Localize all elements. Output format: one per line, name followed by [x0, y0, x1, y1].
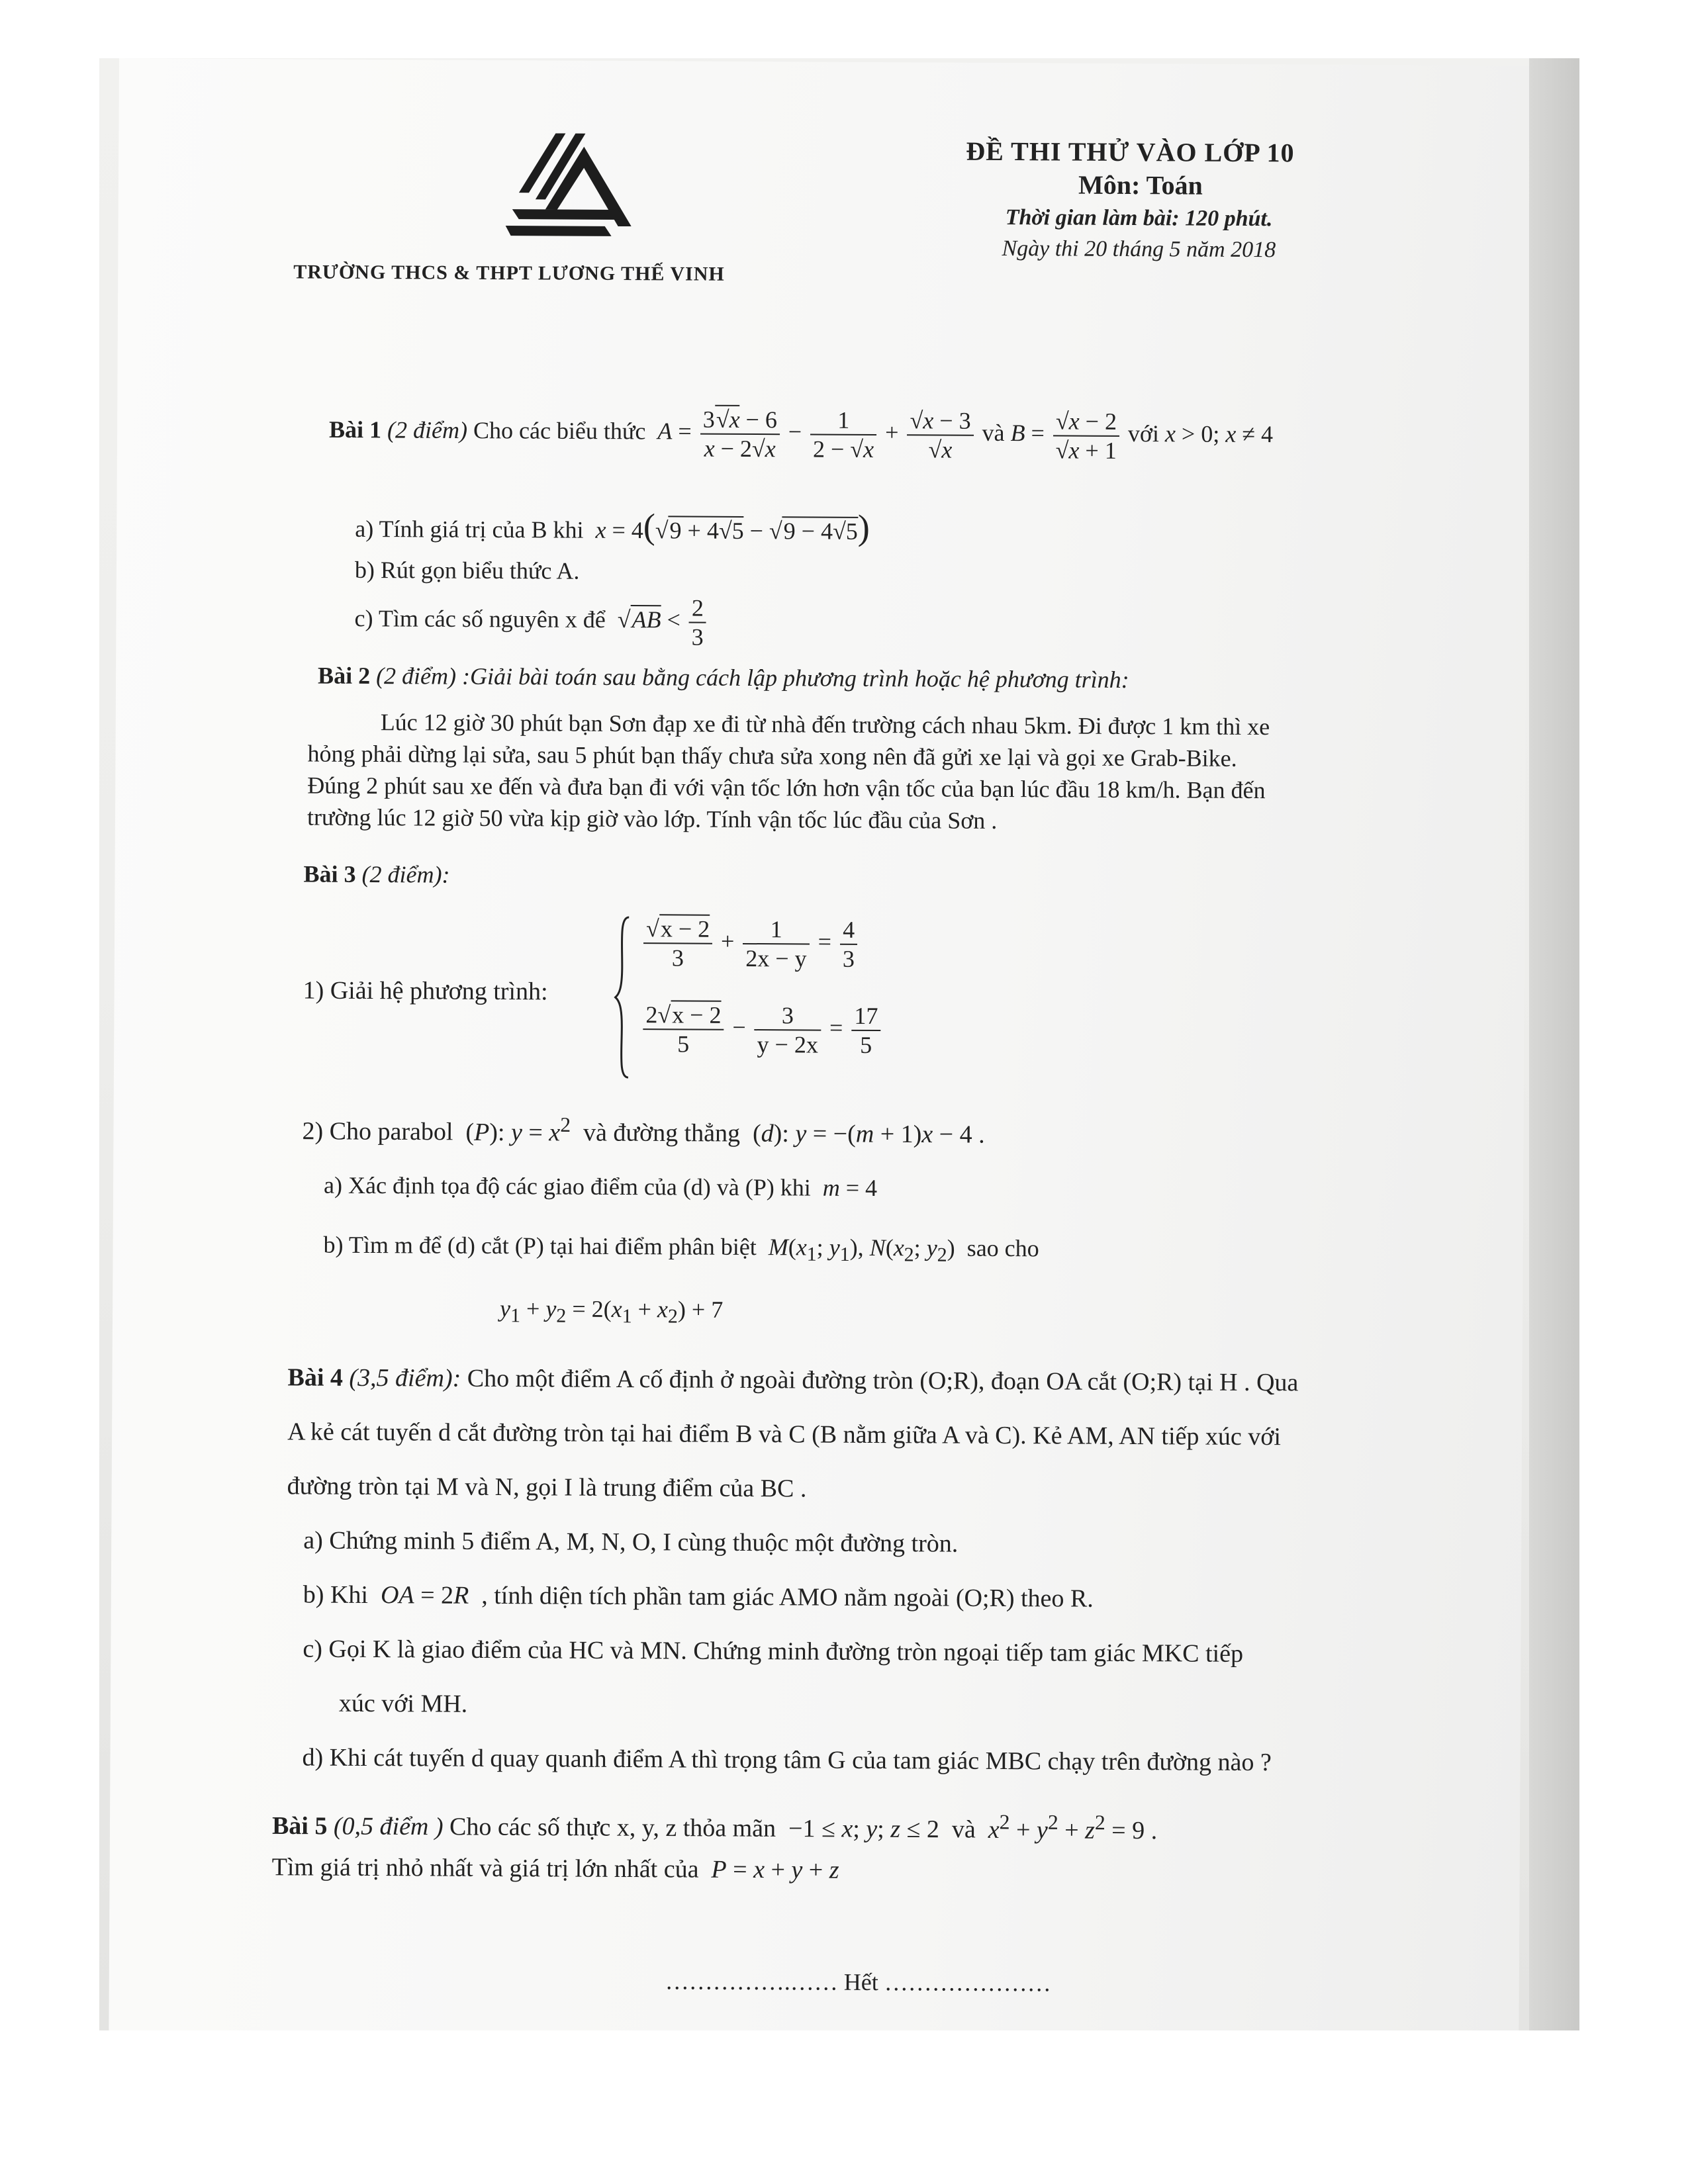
exam-title: ĐỀ THI THỬ VÀO LỚP 10: [966, 136, 1295, 168]
bai1-points: (2 điểm): [387, 416, 468, 444]
bai4-line2: A kẻ cát tuyến d cắt đường tròn tại hai điểm B và C (B nằm giữa A và C). Kẻ AM, AN tiếp xúc với: [287, 1418, 1282, 1451]
bai1-c-text: c) Tìm các số nguyên x để: [354, 605, 606, 633]
bai4-label: Bài 4: [287, 1363, 344, 1392]
bai5-line2-text: Tìm giá trị nhỏ nhất và giá trị lớn nhất của: [271, 1853, 699, 1884]
exam-subject: Môn: Toán: [1078, 169, 1203, 201]
bai3-b-condition: $y_1 + y_2 = 2(x_1 + x_2) + 7$: [500, 1295, 724, 1328]
bai1-intro-text: Cho các biểu thức: [473, 417, 646, 445]
equation-2: $\frac{2√x - 2}{5}$ − $\frac{3}{y - 2x}$ = $\frac{17}{5}$: [640, 1001, 883, 1059]
bai4-b: [303, 1580, 1094, 1613]
bai4-line1: [287, 1363, 1298, 1397]
bai3-a: [324, 1171, 877, 1202]
parabol-formula: (P): $y = x^2$: [459, 1113, 571, 1147]
bai3-b-points: $M(x_1$; $y_1$), $N(x_2$; $y_2$): [768, 1234, 961, 1266]
bai3-b-end: sao cho: [966, 1234, 1039, 1262]
school-name: TRƯỜNG THCS & THPT LƯƠNG THẾ VINH: [293, 261, 725, 285]
bai3-label: Bài 3: [303, 860, 356, 887]
bai5-line1-text: Cho các số thực x, y, z thỏa mãn: [449, 1813, 776, 1843]
bai5-line2: [272, 1852, 839, 1884]
brace-icon: [614, 915, 630, 1080]
bai1-b: b) Rút gọn biểu thức A.: [354, 556, 580, 584]
exam-duration: Thời gian làm bài: 120 phút.: [1005, 205, 1273, 232]
bai3-b: [323, 1231, 1039, 1267]
bai3-a-formula: m = 4: [822, 1174, 878, 1202]
bai1-a-formula: x = 4(√9 + 4√5 − √9 − 4√5): [595, 506, 870, 547]
bai2-line3: Đúng 2 phút sau xe đến và đưa bạn đi với vận tốc lớn hơn vận tốc của bạn lúc đầu 18 km/h. Bạn đến: [307, 772, 1266, 804]
exam-paper: [109, 58, 1529, 2030]
bai1-a: [355, 504, 870, 548]
bai3-intro: [303, 860, 449, 888]
photo-background: [99, 58, 1579, 2030]
equation-1: $\frac{√x - 2}{3}$ + $\frac{1}{2x - y}$ = $\frac{4}{3}$: [641, 915, 860, 973]
paper-edge: [1529, 58, 1579, 2030]
bai5-sum-squares: $x^2 + y^2 + z^2 = 9$ .: [988, 1809, 1158, 1844]
bai4-c1: c) Gọi K là giao điểm của HC và MN. Chứng minh đường tròn ngoại tiếp tam giác MKC tiếp: [303, 1635, 1244, 1668]
bai4-points: (3,5 điểm):: [349, 1363, 461, 1392]
bai3-points: (2 điểm):: [361, 860, 450, 888]
bai4-d: d) Khi cát tuyến d quay quanh điểm A thì trọng tâm G của tam giác MBC chạy trên đường nào ?: [302, 1743, 1272, 1777]
bai2-line1: Lúc 12 giờ 30 phút bạn Sơn đạp xe đi từ nhà đến trường cách nhau 5km. Đi được 1 km thì xe: [380, 709, 1270, 741]
bai2-line2: hỏng phải dừng lại sửa, sau 5 phút bạn thấy chưa sửa xong nên đã gửi xe lại và gọi xe Grab-Bike.: [307, 740, 1237, 772]
bai4-line3: đường tròn tại M và N, gọi I là trung điểm của BC .: [287, 1472, 807, 1503]
bai4-b-post: , tính diện tích phần tam giác AMO nằm ngoài (O;R) theo R.: [481, 1581, 1094, 1613]
bai4-a: a) Chứng minh 5 điểm A, M, N, O, I cùng thuộc một đường tròn.: [303, 1526, 959, 1558]
bai2-line4: trường lúc 12 giờ 50 vừa kịp giờ vào lớp. Tính vận tốc lúc đầu của Sơn .: [306, 803, 998, 834]
bai5-line1: [272, 1806, 1157, 1845]
bai4-line1-text: Cho một điểm A cố định ở ngoài đường tròn (O;R), đoạn OA cắt (O;R) tại H . Qua: [467, 1364, 1299, 1397]
bai2-intro: [318, 662, 1129, 694]
bai5-points: (0,5 điểm ): [333, 1812, 444, 1841]
bai2-intro-text: :Giải bài toán sau bằng cách lập phương trình hoặc hệ phương trình:: [461, 662, 1129, 694]
bai2-label: Bài 2: [318, 662, 371, 689]
bai1-formula: A = $\frac{3√x - 6}{x - 2√x}$ − $\frac{1}{2 - √x}$ + $\frac{√x - 3}{√x}$ và B = $\frac{√x - 2}{√x + 1}$ với x > 0; x ≠ 4: [657, 406, 1274, 464]
bai4-b-pre: b) Khi: [303, 1580, 369, 1610]
bai3-a-text: a) Xác định tọa độ các giao điểm của (d) và (P) khi: [323, 1171, 811, 1201]
bai1-a-text: a) Tính giá trị của B khi: [355, 515, 584, 543]
bai3-p1: 1) Giải hệ phương trình:: [303, 976, 548, 1006]
bai3-b-text: b) Tìm m để (d) cắt (P) tại hai điểm phân biệt: [323, 1231, 757, 1261]
bai2-points: (2 điểm): [376, 662, 457, 690]
bai4-c2: xúc với MH.: [338, 1689, 468, 1718]
bai1-c: [354, 592, 709, 651]
bai5-line1-mid: và: [951, 1815, 976, 1844]
bai3-p2-pre: 2) Cho parabol: [302, 1117, 453, 1146]
bai3-p2-mid: và đường thẳng: [583, 1118, 741, 1148]
line-formula: (d): y = −(m + 1)x − 4 .: [746, 1119, 985, 1149]
bai5-label: Bài 5: [271, 1811, 328, 1841]
exam-date: Ngày thi 20 tháng 5 năm 2018: [1002, 236, 1276, 263]
bai5-p-formula: P = x + y + z: [711, 1855, 839, 1884]
equation-system: [614, 915, 945, 1089]
bai3-p2: [302, 1111, 984, 1149]
school-logo-icon: [506, 126, 652, 240]
bai4-b-formula: OA = 2R: [380, 1581, 469, 1610]
footer-end: …………….…… Hết …………………: [665, 1968, 1051, 1997]
bai1-c-formula: √AB < $\frac{2}{3}$: [612, 606, 709, 633]
bai1-intro: [329, 404, 1273, 465]
bai5-range: −1 ≤ x; y; z ≤ 2: [782, 1814, 946, 1844]
bai1-label: Bài 1: [328, 416, 382, 443]
